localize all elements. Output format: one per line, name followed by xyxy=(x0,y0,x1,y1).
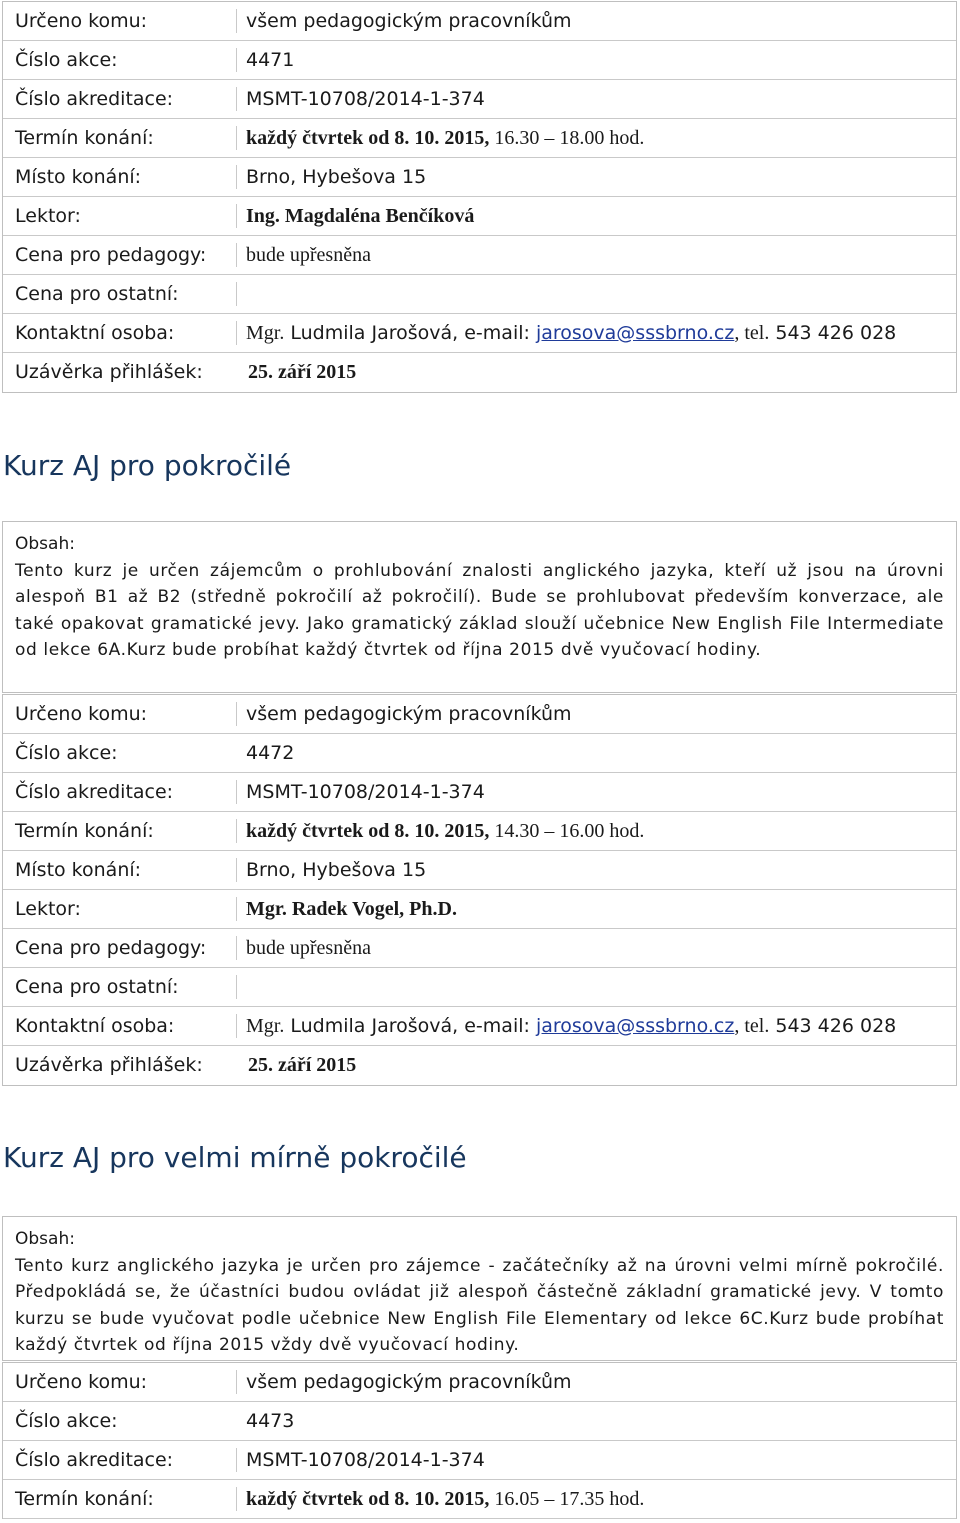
label-misto: Místo konání: xyxy=(15,859,142,881)
value-urceno: všem pedagogickým pracovníkům xyxy=(246,10,572,32)
value-uzaverka: 25. září 2015 xyxy=(248,1054,357,1076)
label-kontakt: Kontaktní osoba: xyxy=(15,1015,175,1037)
row-kontakt xyxy=(3,1007,956,1046)
value-akreditace: MSMT-10708/2014-1-374 xyxy=(246,1449,485,1471)
label-akreditace: Číslo akreditace: xyxy=(15,88,174,110)
row-cena-ostatni xyxy=(3,968,956,1007)
row-akreditace xyxy=(3,80,956,119)
value-termin xyxy=(246,1480,644,1518)
label-uzaverka: Uzávěrka přihlášek: xyxy=(15,1054,203,1076)
label-cena-pedagogy: Cena pro pedagogy: xyxy=(15,937,207,959)
label-urceno: Určeno komu: xyxy=(15,10,148,32)
course-title: Kurz AJ pro velmi mírně pokročilé xyxy=(3,1141,467,1174)
value-uzaverka: 25. září 2015 xyxy=(248,361,357,383)
value-akreditace: MSMT-10708/2014-1-374 xyxy=(246,781,485,803)
value-cislo-akce: 4472 xyxy=(246,742,295,764)
value-misto: Brno, Hybešova 15 xyxy=(246,166,427,188)
row-cislo-akce xyxy=(3,1402,956,1441)
obsah-text: Tento kurz je určen zájemcům o prohlubování znalosti anglického jazyka, kteří už jsou na úrovni alespoň B1 až B2 (středně pokročilí až pokročilí). Bude se prohlubovat především konverzace, ale také opakovat gramatické jevy. Jako gramatický základ slouží učebnice New English File Intermediate od lekce 6A.Kurz bude probíhat každý čtvrtek od října 2015 dvě vyučovací hodiny. xyxy=(15,560,944,660)
course-title: Kurz AJ pro pokročilé xyxy=(3,449,292,482)
row-cena-ostatni xyxy=(3,275,956,314)
row-kontakt xyxy=(3,314,956,353)
obsah-label: Obsah: xyxy=(15,1229,75,1249)
label-cislo-akce: Číslo akce: xyxy=(15,1410,118,1432)
obsah-label: Obsah: xyxy=(15,534,75,554)
label-termin: Termín konání: xyxy=(15,1488,154,1510)
email-link[interactable]: jarosova@sssbrno.cz xyxy=(535,322,735,344)
label-lektor: Lektor: xyxy=(15,205,81,227)
label-cena-ostatni: Cena pro ostatní: xyxy=(15,976,179,998)
termin-date: každý čtvrtek od 8. 10. 2015, xyxy=(246,127,490,149)
row-uzaverka xyxy=(3,1046,956,1085)
course-info-table xyxy=(2,1362,957,1519)
row-cena-pedagogy xyxy=(3,929,956,968)
row-urceno xyxy=(3,695,956,734)
value-lektor: Mgr. Radek Vogel, Ph.D. xyxy=(246,898,457,920)
row-cislo-akce xyxy=(3,734,956,773)
label-uzaverka: Uzávěrka přihlášek: xyxy=(15,361,203,383)
label-cislo-akce: Číslo akce: xyxy=(15,49,118,71)
row-cislo-akce xyxy=(3,41,956,80)
value-urceno: všem pedagogickým pracovníkům xyxy=(246,703,572,725)
label-urceno: Určeno komu: xyxy=(15,1371,148,1393)
label-termin: Termín konání: xyxy=(15,820,154,842)
row-lektor xyxy=(3,890,956,929)
row-termin xyxy=(3,119,956,158)
row-termin xyxy=(3,1480,956,1519)
label-akreditace: Číslo akreditace: xyxy=(15,781,174,803)
label-kontakt: Kontaktní osoba: xyxy=(15,322,175,344)
label-cislo-akce: Číslo akce: xyxy=(15,742,118,764)
value-misto: Brno, Hybešova 15 xyxy=(246,859,427,881)
value-urceno: všem pedagogickým pracovníkům xyxy=(246,1371,572,1393)
termin-time: 14.30 – 16.00 hod. xyxy=(489,820,645,842)
row-urceno xyxy=(3,1363,956,1402)
row-misto xyxy=(3,851,956,890)
course-description xyxy=(2,521,957,693)
label-akreditace: Číslo akreditace: xyxy=(15,1449,174,1471)
label-cena-ostatni: Cena pro ostatní: xyxy=(15,283,179,305)
row-lektor xyxy=(3,197,956,236)
row-urceno xyxy=(3,2,956,41)
value-lektor: Ing. Magdaléna Benčíková xyxy=(246,205,475,227)
course-description xyxy=(2,1216,957,1361)
label-misto: Místo konání: xyxy=(15,166,142,188)
termin-time: 16.05 – 17.35 hod. xyxy=(489,1488,645,1510)
label-lektor: Lektor: xyxy=(15,898,81,920)
label-termin: Termín konání: xyxy=(15,127,154,149)
value-kontakt: Mgr. Ludmila Jarošová, e-mail: jarosova@sssbrno.cz, tel. 543 426 028 xyxy=(246,322,897,344)
value-termin xyxy=(246,812,644,850)
row-cena-pedagogy xyxy=(3,236,956,275)
termin-date: každý čtvrtek od 8. 10. 2015, xyxy=(246,1488,490,1510)
value-kontakt: Mgr. Ludmila Jarošová, e-mail: jarosova@sssbrno.cz, tel. 543 426 028 xyxy=(246,1015,897,1037)
row-uzaverka xyxy=(3,353,956,392)
value-cena-pedagogy: bude upřesněna xyxy=(246,244,371,266)
value-cena-pedagogy: bude upřesněna xyxy=(246,937,371,959)
label-cena-pedagogy: Cena pro pedagogy: xyxy=(15,244,207,266)
row-termin xyxy=(3,812,956,851)
course-info-table xyxy=(2,1,957,393)
value-cislo-akce: 4473 xyxy=(246,1410,295,1432)
value-cislo-akce: 4471 xyxy=(246,49,295,71)
termin-date: každý čtvrtek od 8. 10. 2015, xyxy=(246,820,490,842)
row-akreditace xyxy=(3,1441,956,1480)
course-info-table xyxy=(2,694,957,1086)
row-misto xyxy=(3,158,956,197)
obsah-text: Tento kurz anglického jazyka je určen pro zájemce - začátečníky až na úrovni velmi mírně pokročilé. Předpokládá se, že účastníci budou ovládat již alespoň částečně základní gramatické jevy. V tomto kurzu se bude vyučovat podle učebnice New English File Elementary od lekce 6C.Kurz bude probíhat každý čtvrtek od října 2015 vždy dvě vyučovací hodiny. xyxy=(15,1255,944,1355)
label-urceno: Určeno komu: xyxy=(15,703,148,725)
value-termin xyxy=(246,119,644,157)
termin-time: 16.30 – 18.00 hod. xyxy=(489,127,645,149)
value-akreditace: MSMT-10708/2014-1-374 xyxy=(246,88,485,110)
email-link[interactable]: jarosova@sssbrno.cz xyxy=(535,1015,735,1037)
row-akreditace xyxy=(3,773,956,812)
